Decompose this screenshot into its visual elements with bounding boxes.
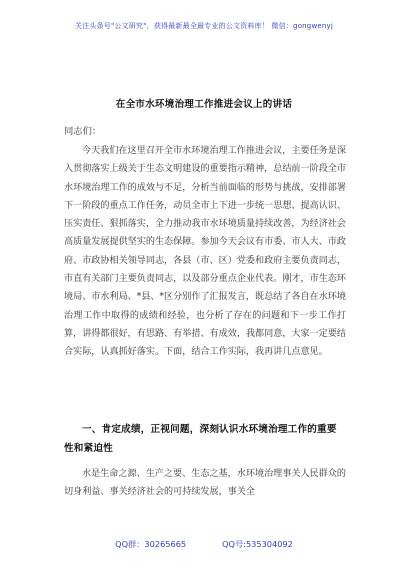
section-heading-1: 一、肯定成绩，正视问题，深刻认识水环境治理工作的重要性和紧迫性 xyxy=(64,424,337,454)
qq-group-number: QQ群：30265665 xyxy=(115,539,187,549)
qq-number: QQ号:535304092 xyxy=(222,539,293,549)
body-paragraph-1: 今天我们在这里召开全市水环境治理工作推进会议，主要任务是深入贯彻落实上级关于生态文明建设的重要指示精神，总结前一阶段全市水环境治理工作的成效与不足，分析当前面临的形势与挑战，安排部署下一阶段的重点工作任务，动员全市上下进一步统一思想、提高认识、压实责任、狠抓落实，全力推动我市水环境质量持续改善，为经济社会高质量发展提供坚实的生态保障。参加今天会议有市委、市人大、市政府、市政协相关领导同志，各县（市、区）党委和政府主要负责同志，市直有关部门主要负责同志，以及部分重点企业代表。刚才，市生态环境局、市水利局、*县、*区分别作了汇报发言，既总结了各自在水环境治理工作中取得的成绩和经验，也分析了存在的问题和下一步工作打算，讲得都很好，有思路、有举措、有成效，我都同意，大家一定要结合实际，认真抓好落实。下面，结合工作实际，我再讲几点意见。 xyxy=(64,146,346,358)
footer-contact xyxy=(0,539,408,550)
body-paragraph-2: 水是生命之源、生产之要、生态之基，水环境治理事关人民群众的切身利益、事关经济社会的可持续发展，事关全 xyxy=(64,469,346,498)
document-title: 在全市水环境治理工作推进会议上的讲话 xyxy=(115,99,293,110)
header-banner: 关注头条号"公文研究"，获得最新最全最专业的公文资料库！ 微信：gongwenyj xyxy=(74,22,334,30)
salutation: 同志们： xyxy=(64,126,102,137)
